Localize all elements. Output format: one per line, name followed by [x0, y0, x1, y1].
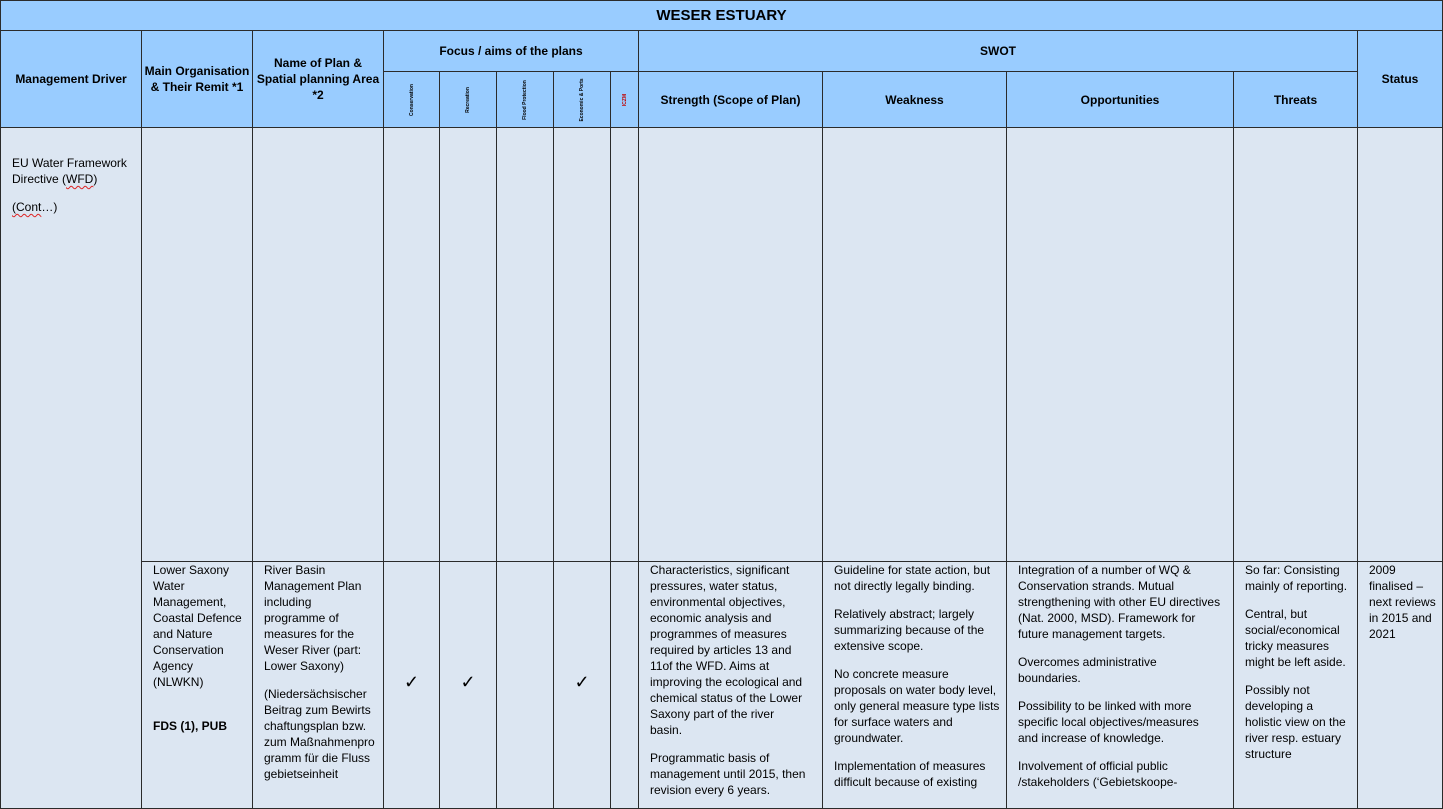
check-icon: ✓ [574, 672, 590, 692]
header-threats: Threats [1233, 71, 1358, 128]
plan-german-text: (Niedersächsischer Beitrag zum Bewirtschaftungsplan bzw. zum Maßnahmenprogramm für die Flussgebietseinheit [264, 687, 375, 781]
plan-name-text: River Basin Management Plan including programme of measures for the Weser River (part: Lower Saxony) [264, 563, 362, 673]
focus-cell-recreation [439, 561, 497, 809]
status-cell [1357, 561, 1443, 809]
opportunities-text: Involvement of official public /stakeholders (‘Gebietskoope- [1018, 759, 1178, 789]
empty-cell [1233, 127, 1358, 562]
header-opportunities: Opportunities [1006, 71, 1234, 128]
focus-cell-iczm [610, 561, 639, 809]
organisation-text: Lower Saxony Water Management, Coastal Defence and Nature Conservation Agency (NLWKN) [153, 563, 242, 689]
empty-cell [496, 127, 554, 562]
driver-cell [0, 127, 142, 809]
focus-col-iczm [610, 71, 639, 128]
empty-cell [822, 127, 1007, 562]
focus-col-conservation [383, 71, 440, 128]
focus-cell-economic-ports [553, 561, 611, 809]
header-swot: SWOT [638, 30, 1358, 72]
check-icon: ✓ [403, 672, 420, 692]
header-focus: Focus / aims of the plans [383, 30, 639, 72]
plan-cell [252, 561, 384, 809]
weakness-cell [822, 561, 1007, 809]
opportunities-cell [1006, 561, 1234, 809]
focus-col-economic-ports [553, 71, 611, 128]
empty-cell [1006, 127, 1234, 562]
table-title: WESER ESTUARY [0, 0, 1443, 31]
header-plan-name: Name of Plan & Spatial planning Area *2 [252, 30, 384, 128]
header-status: Status [1357, 30, 1443, 128]
focus-col-recreation [439, 71, 497, 128]
focus-label-economic-ports: Economic & Ports [579, 77, 585, 122]
opportunities-text: Integration of a number of WQ & Conservation strands. Mutual strengthening with other EU directives (Nat. 2000, MSD). Framework for future management targets. [1018, 563, 1221, 641]
weakness-text: Implementation of measures difficult because of existing [834, 759, 986, 789]
driver-name: EU Water Framework Directive (WFD) [12, 156, 127, 186]
strength-text: Programmatic basis of management until 2015, then revision every 6 years. [650, 751, 806, 797]
weakness-text: Guideline for state action, but not directly legally binding. [834, 563, 991, 593]
focus-label-flood-protection: Flood Protection [522, 79, 528, 120]
weakness-text: Relatively abstract; largely summarizing because of the extensive scope. [834, 607, 985, 653]
header-strength: Strength (Scope of Plan) [638, 71, 823, 128]
empty-cell [252, 127, 384, 562]
threats-text: So far: Consisting mainly of reporting. [1245, 563, 1348, 593]
weakness-text: No concrete measure proposals on water body level, only general measure type lists for surface waters and groundwater. [834, 667, 1000, 745]
threats-cell [1233, 561, 1358, 809]
organisation-cell [141, 561, 253, 809]
header-management-driver: Management Driver [0, 30, 142, 128]
focus-label-recreation: Recreation [465, 86, 471, 113]
focus-label-conservation: Conservation [408, 83, 415, 116]
driver-cont: (Cont…) [12, 200, 58, 214]
empty-cell [383, 127, 440, 562]
threats-text: Central, but social/economical tricky measures might be left aside. [1245, 607, 1346, 669]
focus-label-iczm: ICZM [621, 93, 628, 106]
header-main-organisation: Main Organisation & Their Remit *1 [141, 30, 253, 128]
empty-cell [610, 127, 639, 562]
strength-cell [638, 561, 823, 809]
strength-text: Characteristics, significant pressures, water status, environmental objectives, economic analysis and programmes of measures required by articles 13 and 11of the WFD. Aims at improving the ecological and chemical status of the Lower Saxony part of the river basin. [650, 563, 803, 737]
opportunities-text: Overcomes administrative boundaries. [1018, 655, 1157, 685]
check-icon: ✓ [460, 672, 476, 692]
focus-cell-flood-protection [496, 561, 554, 809]
focus-cell-conservation [383, 561, 440, 809]
empty-cell [439, 127, 497, 562]
threats-text: Possibly not developing a holistic view on the river resp. estuary structure [1245, 683, 1346, 761]
header-weakness: Weakness [822, 71, 1007, 128]
empty-cell [553, 127, 611, 562]
organisation-tag: FDS (1), PUB [153, 719, 228, 733]
empty-cell [1357, 127, 1443, 562]
empty-cell [141, 127, 253, 562]
focus-col-flood-protection [496, 71, 554, 128]
empty-cell [638, 127, 823, 562]
status-text: 2009 finalised – next reviews in 2015 and 2021 [1369, 563, 1436, 641]
opportunities-text: Possibility to be linked with more specific local objectives/measures and increase of knowledge. [1018, 699, 1199, 745]
